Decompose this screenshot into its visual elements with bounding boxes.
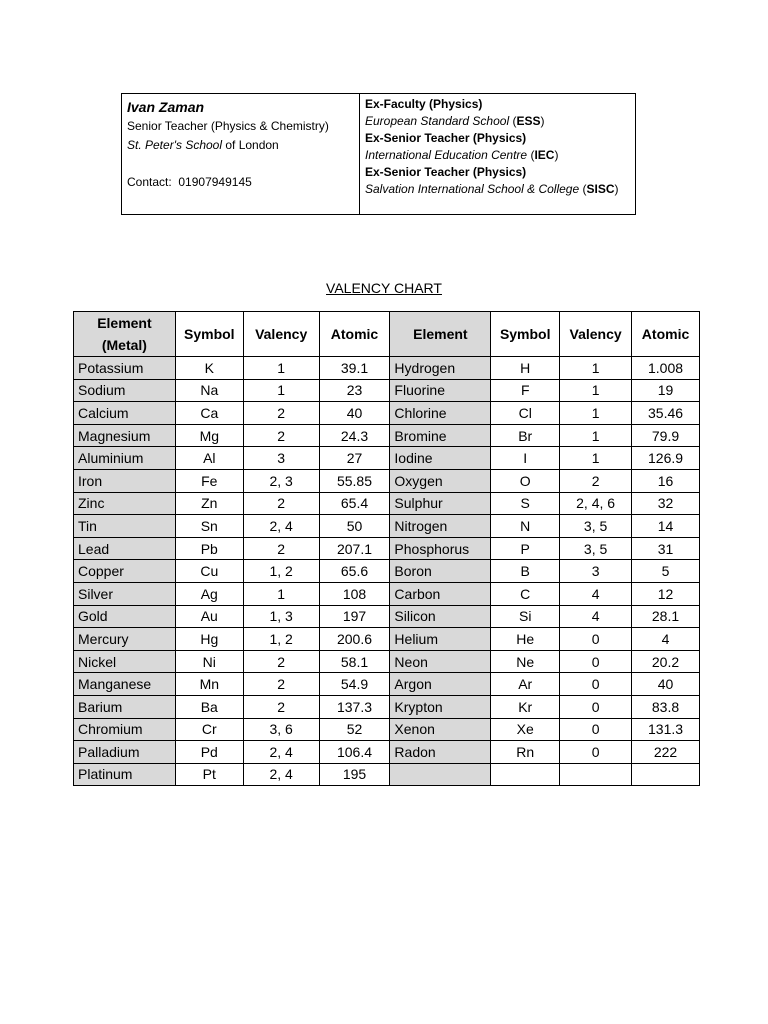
table-row	[74, 424, 700, 447]
element-name: Barium	[74, 695, 176, 718]
element-atomic-mass: 19	[632, 379, 700, 402]
element-name: Zinc	[74, 492, 176, 515]
table-row	[74, 650, 700, 673]
element-name: Silicon	[390, 605, 491, 628]
element-symbol: Ba	[175, 695, 243, 718]
column-header: Atomic	[319, 312, 390, 357]
element-valency: 2, 4, 6	[560, 492, 632, 515]
column-header: Symbol	[175, 312, 243, 357]
experience-title: Ex-Senior Teacher (Physics)	[365, 131, 527, 145]
column-header: Valency	[560, 312, 632, 357]
element-symbol: Sn	[175, 515, 243, 538]
element-name: Sulphur	[390, 492, 491, 515]
element-valency	[560, 763, 632, 786]
element-valency: 0	[560, 741, 632, 764]
table-row	[74, 447, 700, 470]
column-header: Atomic	[632, 312, 700, 357]
element-symbol: O	[491, 469, 560, 492]
element-valency: 1, 2	[243, 560, 319, 583]
element-name: Calcium	[74, 402, 176, 425]
element-valency: 0	[560, 673, 632, 696]
element-symbol: Br	[491, 424, 560, 447]
chart-title: VALENCY CHART	[326, 280, 442, 296]
institution-abbr: SISC	[586, 182, 615, 196]
element-valency: 3, 5	[560, 515, 632, 538]
element-name: Platinum	[74, 763, 176, 786]
element-symbol: Al	[175, 447, 243, 470]
element-symbol: Mn	[175, 673, 243, 696]
element-symbol: Na	[175, 379, 243, 402]
element-name: Helium	[390, 628, 491, 651]
element-symbol: N	[491, 515, 560, 538]
element-atomic-mass: 58.1	[319, 650, 390, 673]
element-name: Krypton	[390, 695, 491, 718]
element-valency: 1	[560, 402, 632, 425]
element-symbol: H	[491, 357, 560, 380]
element-symbol	[491, 763, 560, 786]
element-symbol: C	[491, 582, 560, 605]
element-valency: 2, 4	[243, 515, 319, 538]
table-row	[74, 628, 700, 651]
element-valency: 1	[560, 447, 632, 470]
experience-title: Ex-Faculty (Physics)	[365, 97, 483, 111]
element-valency: 2	[243, 492, 319, 515]
element-symbol: I	[491, 447, 560, 470]
institution-abbr: IEC	[534, 148, 555, 162]
element-symbol: Pt	[175, 763, 243, 786]
element-atomic-mass: 39.1	[319, 357, 390, 380]
element-valency: 2, 3	[243, 469, 319, 492]
table-row	[74, 402, 700, 425]
element-atomic-mass: 50	[319, 515, 390, 538]
institution-name: European Standard School	[365, 114, 510, 128]
valency-table	[73, 311, 700, 786]
element-atomic-mass	[632, 763, 700, 786]
element-atomic-mass: 4	[632, 628, 700, 651]
element-valency: 0	[560, 628, 632, 651]
element-name: Magnesium	[74, 424, 176, 447]
element-valency: 2, 4	[243, 763, 319, 786]
element-valency: 2	[243, 673, 319, 696]
teacher-info-box	[121, 93, 636, 215]
element-symbol: S	[491, 492, 560, 515]
element-atomic-mass: 197	[319, 605, 390, 628]
element-name: Gold	[74, 605, 176, 628]
table-row	[74, 673, 700, 696]
element-symbol: Hg	[175, 628, 243, 651]
element-symbol: Xe	[491, 718, 560, 741]
table-row	[74, 515, 700, 538]
institution-name: Salvation International School & College	[365, 182, 580, 196]
element-atomic-mass: 28.1	[632, 605, 700, 628]
element-name: Iron	[74, 469, 176, 492]
element-atomic-mass: 54.9	[319, 673, 390, 696]
element-name: Chromium	[74, 718, 176, 741]
element-atomic-mass: 108	[319, 582, 390, 605]
role-subjects: (Physics & Chemistry)	[210, 119, 329, 133]
element-symbol: P	[491, 537, 560, 560]
contact-label: Contact:	[127, 175, 172, 189]
teacher-school	[127, 136, 354, 155]
element-name: Iodine	[390, 447, 491, 470]
element-valency: 1, 2	[243, 628, 319, 651]
table-row	[74, 492, 700, 515]
element-atomic-mass: 23	[319, 379, 390, 402]
element-name: Hydrogen	[390, 357, 491, 380]
element-valency: 2	[243, 424, 319, 447]
element-atomic-mass: 32	[632, 492, 700, 515]
contact-number: 01907949145	[178, 175, 252, 189]
element-name: Argon	[390, 673, 491, 696]
table-row	[74, 582, 700, 605]
element-atomic-mass: 20.2	[632, 650, 700, 673]
experience-title: Ex-Senior Teacher (Physics)	[365, 165, 527, 179]
element-valency: 2	[243, 402, 319, 425]
element-valency: 3	[560, 560, 632, 583]
element-name: Lead	[74, 537, 176, 560]
element-atomic-mass: 222	[632, 741, 700, 764]
element-atomic-mass: 5	[632, 560, 700, 583]
element-valency: 3, 5	[560, 537, 632, 560]
column-header: Symbol	[491, 312, 560, 357]
element-valency: 0	[560, 695, 632, 718]
element-symbol: Zn	[175, 492, 243, 515]
element-atomic-mass: 14	[632, 515, 700, 538]
element-valency: 4	[560, 605, 632, 628]
experience-institution: Salvation International School & College (SISC)	[365, 182, 619, 196]
teacher-name: Ivan Zaman	[127, 99, 205, 115]
element-symbol: Cl	[491, 402, 560, 425]
element-name: Potassium	[74, 357, 176, 380]
element-name: Copper	[74, 560, 176, 583]
element-valency: 3, 6	[243, 718, 319, 741]
element-symbol: Cr	[175, 718, 243, 741]
element-symbol: Ag	[175, 582, 243, 605]
element-symbol: Ar	[491, 673, 560, 696]
element-atomic-mass: 40	[632, 673, 700, 696]
institution-name: International Education Centre	[365, 148, 528, 162]
element-name: Tin	[74, 515, 176, 538]
element-name: Palladium	[74, 741, 176, 764]
element-atomic-mass: 83.8	[632, 695, 700, 718]
table-row	[74, 695, 700, 718]
element-atomic-mass: 195	[319, 763, 390, 786]
element-valency: 3	[243, 447, 319, 470]
element-atomic-mass: 35.46	[632, 402, 700, 425]
table-row	[74, 469, 700, 492]
element-atomic-mass: 16	[632, 469, 700, 492]
element-name: Aluminium	[74, 447, 176, 470]
element-valency: 1	[560, 357, 632, 380]
column-header: Element	[390, 312, 491, 357]
element-name: Nitrogen	[390, 515, 491, 538]
element-name: Sodium	[74, 379, 176, 402]
element-atomic-mass: 24.3	[319, 424, 390, 447]
element-name: Carbon	[390, 582, 491, 605]
element-name	[390, 763, 491, 786]
teacher-role	[127, 117, 354, 136]
table-row	[74, 605, 700, 628]
element-symbol: Mg	[175, 424, 243, 447]
element-name: Nickel	[74, 650, 176, 673]
element-name: Bromine	[390, 424, 491, 447]
element-name: Chlorine	[390, 402, 491, 425]
element-symbol: He	[491, 628, 560, 651]
element-atomic-mass: 106.4	[319, 741, 390, 764]
element-atomic-mass: 65.4	[319, 492, 390, 515]
table-row	[74, 379, 700, 402]
element-symbol: Au	[175, 605, 243, 628]
table-header-row	[74, 312, 700, 357]
element-atomic-mass: 200.6	[319, 628, 390, 651]
teacher-contact-panel	[122, 94, 360, 214]
element-atomic-mass: 40	[319, 402, 390, 425]
element-name: Silver	[74, 582, 176, 605]
element-atomic-mass: 65.6	[319, 560, 390, 583]
column-header: Element (Metal)	[74, 312, 176, 357]
column-header: Valency	[243, 312, 319, 357]
element-valency: 1	[560, 424, 632, 447]
element-valency: 0	[560, 718, 632, 741]
table-row	[74, 357, 700, 380]
element-name: Boron	[390, 560, 491, 583]
element-atomic-mass: 1.008	[632, 357, 700, 380]
teacher-contact	[127, 173, 354, 192]
element-atomic-mass: 131.3	[632, 718, 700, 741]
element-valency: 1	[243, 357, 319, 380]
element-valency: 2	[243, 650, 319, 673]
experience-institution: European Standard School (ESS)	[365, 114, 545, 128]
element-name: Radon	[390, 741, 491, 764]
school-name: St. Peter's School	[127, 138, 223, 152]
element-symbol: B	[491, 560, 560, 583]
element-valency: 1	[560, 379, 632, 402]
element-symbol: K	[175, 357, 243, 380]
element-valency: 1	[243, 582, 319, 605]
element-symbol: Si	[491, 605, 560, 628]
element-atomic-mass: 27	[319, 447, 390, 470]
element-symbol: Ca	[175, 402, 243, 425]
table-row	[74, 537, 700, 560]
element-atomic-mass: 79.9	[632, 424, 700, 447]
element-name: Fluorine	[390, 379, 491, 402]
element-atomic-mass: 55.85	[319, 469, 390, 492]
table-row	[74, 763, 700, 786]
element-name: Mercury	[74, 628, 176, 651]
element-valency: 2, 4	[243, 741, 319, 764]
role-prefix: Senior Teacher	[127, 119, 211, 133]
element-valency: 2	[243, 695, 319, 718]
element-valency: 2	[560, 469, 632, 492]
element-atomic-mass: 52	[319, 718, 390, 741]
element-name: Neon	[390, 650, 491, 673]
table-row	[74, 560, 700, 583]
element-valency: 2	[243, 537, 319, 560]
element-name: Phosphorus	[390, 537, 491, 560]
element-symbol: Kr	[491, 695, 560, 718]
element-symbol: Ni	[175, 650, 243, 673]
table-row	[74, 741, 700, 764]
element-atomic-mass: 31	[632, 537, 700, 560]
element-atomic-mass: 137.3	[319, 695, 390, 718]
element-symbol: Pd	[175, 741, 243, 764]
element-name: Xenon	[390, 718, 491, 741]
institution-abbr: ESS	[516, 114, 541, 128]
element-symbol: Fe	[175, 469, 243, 492]
element-symbol: Ne	[491, 650, 560, 673]
teacher-experience-panel	[360, 94, 635, 214]
element-symbol: Pb	[175, 537, 243, 560]
school-suffix: of London	[222, 138, 279, 152]
element-symbol: Rn	[491, 741, 560, 764]
element-atomic-mass: 207.1	[319, 537, 390, 560]
element-symbol: Cu	[175, 560, 243, 583]
element-name: Manganese	[74, 673, 176, 696]
element-atomic-mass: 126.9	[632, 447, 700, 470]
element-valency: 0	[560, 650, 632, 673]
element-valency: 1, 3	[243, 605, 319, 628]
table-row	[74, 718, 700, 741]
element-valency: 4	[560, 582, 632, 605]
element-symbol: F	[491, 379, 560, 402]
experience-institution: International Education Centre (IEC)	[365, 148, 559, 162]
element-name: Oxygen	[390, 469, 491, 492]
element-valency: 1	[243, 379, 319, 402]
element-atomic-mass: 12	[632, 582, 700, 605]
